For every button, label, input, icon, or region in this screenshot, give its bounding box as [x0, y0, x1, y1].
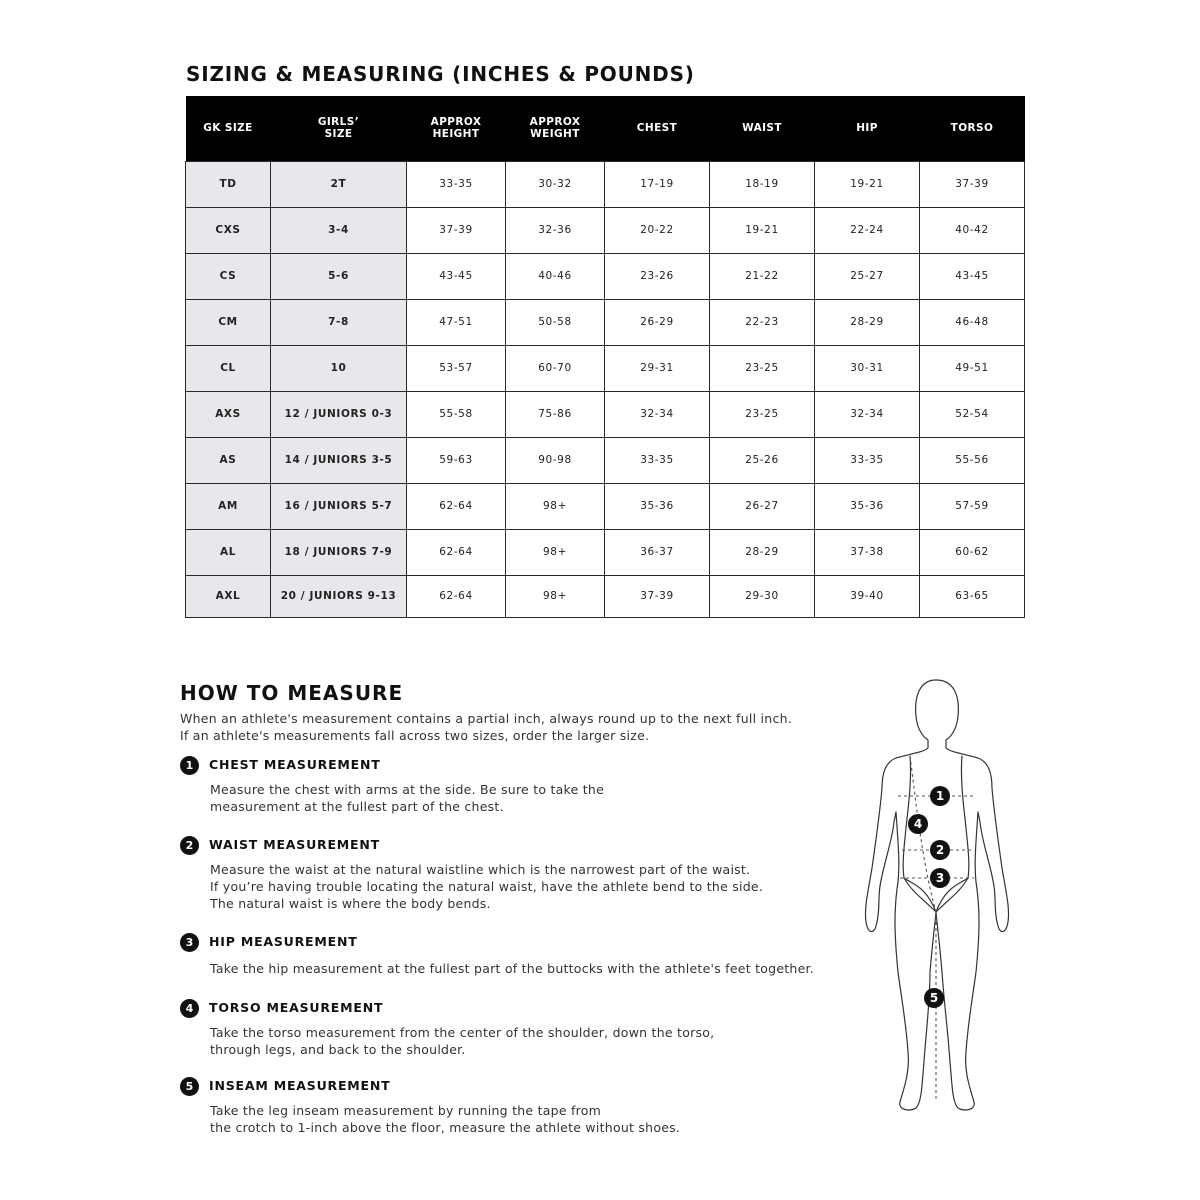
table-cell: 39-40 [815, 575, 920, 617]
table-cell: 62-64 [407, 575, 506, 617]
column-header: APPROX HEIGHT [407, 96, 506, 161]
table-cell: 37-38 [815, 529, 920, 575]
table-cell: 59-63 [407, 437, 506, 483]
table-cell: 98+ [506, 575, 605, 617]
table-cell: 22-23 [710, 299, 815, 345]
table-cell: AXS [186, 391, 271, 437]
table-cell: 37-39 [605, 575, 710, 617]
column-header: HIP [815, 96, 920, 161]
column-header: APPROX WEIGHT [506, 96, 605, 161]
size-chart-header [186, 96, 1025, 161]
table-cell: 19-21 [815, 161, 920, 207]
table-cell: AM [186, 483, 271, 529]
table-cell: 52-54 [920, 391, 1025, 437]
table-row [186, 391, 1025, 437]
table-cell: 98+ [506, 483, 605, 529]
table-cell: 37-39 [407, 207, 506, 253]
table-row [186, 483, 1025, 529]
marker-label: 5 [929, 991, 939, 1005]
table-cell: 43-45 [407, 253, 506, 299]
step-number-badge: 5 [180, 1077, 199, 1096]
table-cell: 28-29 [815, 299, 920, 345]
how-to-measure-title: HOW TO MEASURE [180, 681, 404, 705]
step-description [210, 960, 814, 977]
table-cell: 23-25 [710, 391, 815, 437]
table-cell: 55-58 [407, 391, 506, 437]
table-cell: 62-64 [407, 529, 506, 575]
table-cell: CXS [186, 207, 271, 253]
table-cell: 14 / JUNIORS 3-5 [271, 437, 407, 483]
table-row [186, 161, 1025, 207]
desc-line: Take the hip measurement at the fullest part of the buttocks with the athlete's feet together. [210, 961, 814, 976]
table-cell: 2T [271, 161, 407, 207]
step-description [210, 1102, 680, 1136]
table-cell: 32-34 [605, 391, 710, 437]
marker-torso [908, 814, 928, 834]
step-title: HIP MEASUREMENT [209, 934, 358, 949]
table-cell: 62-64 [407, 483, 506, 529]
desc-line: measurement at the fullest part of the chest. [210, 799, 504, 814]
step-number-badge: 1 [180, 756, 199, 775]
table-cell: 53-57 [407, 345, 506, 391]
table-cell: 63-65 [920, 575, 1025, 617]
table-row [186, 299, 1025, 345]
table-cell: 18-19 [710, 161, 815, 207]
body-measurement-figure [850, 672, 1040, 1132]
table-cell: 40-42 [920, 207, 1025, 253]
table-cell: AXL [186, 575, 271, 617]
table-cell: 25-27 [815, 253, 920, 299]
desc-line: through legs, and back to the shoulder. [210, 1042, 466, 1057]
table-cell: TD [186, 161, 271, 207]
step-number-badge: 2 [180, 836, 199, 855]
marker-hip [930, 868, 950, 888]
step-description [210, 861, 763, 912]
step-title: TORSO MEASUREMENT [209, 1000, 384, 1015]
table-cell: 30-32 [506, 161, 605, 207]
sizing-title: SIZING & MEASURING (INCHES & POUNDS) [186, 62, 695, 86]
table-cell: 20-22 [605, 207, 710, 253]
column-header: GK SIZE [186, 96, 271, 161]
table-cell: 33-35 [407, 161, 506, 207]
step-title: INSEAM MEASUREMENT [209, 1078, 391, 1093]
table-cell: 33-35 [815, 437, 920, 483]
table-cell: 47-51 [407, 299, 506, 345]
table-cell: 10 [271, 345, 407, 391]
column-header: CHEST [605, 96, 710, 161]
table-cell: 36-37 [605, 529, 710, 575]
table-cell: 26-27 [710, 483, 815, 529]
table-cell: 57-59 [920, 483, 1025, 529]
how-to-intro [180, 710, 792, 744]
intro-line: If an athlete's measurements fall across two sizes, order the larger size. [180, 728, 650, 743]
table-cell: 43-45 [920, 253, 1025, 299]
table-cell: 35-36 [605, 483, 710, 529]
table-cell: 25-26 [710, 437, 815, 483]
table-cell: 37-39 [920, 161, 1025, 207]
table-cell: 23-26 [605, 253, 710, 299]
table-cell: 30-31 [815, 345, 920, 391]
step-title: CHEST MEASUREMENT [209, 757, 381, 772]
table-cell: 18 / JUNIORS 7-9 [271, 529, 407, 575]
table-cell: AL [186, 529, 271, 575]
table-row [186, 575, 1025, 617]
table-cell: 55-56 [920, 437, 1025, 483]
desc-line: Measure the chest with arms at the side. Be sure to take the [210, 782, 605, 797]
table-cell: 46-48 [920, 299, 1025, 345]
step-title: WAIST MEASUREMENT [209, 837, 380, 852]
step-number-badge: 3 [180, 933, 199, 952]
table-cell: CL [186, 345, 271, 391]
marker-inseam [924, 988, 944, 1008]
marker-label: 2 [935, 843, 945, 857]
table-cell: 23-25 [710, 345, 815, 391]
marker-chest [930, 786, 950, 806]
table-cell: 16 / JUNIORS 5-7 [271, 483, 407, 529]
table-cell: 29-30 [710, 575, 815, 617]
table-cell: 28-29 [710, 529, 815, 575]
table-cell: 19-21 [710, 207, 815, 253]
table-row [186, 253, 1025, 299]
table-cell: 90-98 [506, 437, 605, 483]
step-description [210, 1024, 714, 1058]
marker-waist [930, 840, 950, 860]
step-description [210, 781, 604, 815]
table-cell: 29-31 [605, 345, 710, 391]
size-chart-table [185, 96, 1025, 618]
marker-label: 4 [913, 817, 923, 831]
table-cell: 60-70 [506, 345, 605, 391]
table-row [186, 529, 1025, 575]
table-cell: 49-51 [920, 345, 1025, 391]
table-cell: 5-6 [271, 253, 407, 299]
column-header: GIRLS’ SIZE [271, 96, 407, 161]
desc-line: The natural waist is where the body bends. [210, 896, 491, 911]
table-row [186, 345, 1025, 391]
column-header: WAIST [710, 96, 815, 161]
step-number-badge: 4 [180, 999, 199, 1018]
desc-line: If you’re having trouble locating the natural waist, have the athlete bend to the side. [210, 879, 764, 894]
table-cell: 60-62 [920, 529, 1025, 575]
marker-label: 3 [935, 871, 945, 885]
table-cell: 7-8 [271, 299, 407, 345]
table-cell: 35-36 [815, 483, 920, 529]
table-cell: 3-4 [271, 207, 407, 253]
desc-line: Measure the waist at the natural waistline which is the narrowest part of the waist. [210, 862, 751, 877]
desc-line: Take the torso measurement from the center of the shoulder, down the torso, [210, 1025, 715, 1040]
table-row [186, 207, 1025, 253]
marker-label: 1 [935, 789, 945, 803]
desc-line: the crotch to 1-inch above the floor, measure the athlete without shoes. [210, 1120, 681, 1135]
table-cell: 21-22 [710, 253, 815, 299]
table-cell: 33-35 [605, 437, 710, 483]
table-cell: 50-58 [506, 299, 605, 345]
size-chart-body [186, 161, 1025, 617]
column-header: TORSO [920, 96, 1025, 161]
table-cell: CS [186, 253, 271, 299]
table-cell: 20 / JUNIORS 9-13 [271, 575, 407, 617]
table-cell: 12 / JUNIORS 0-3 [271, 391, 407, 437]
table-cell: 22-24 [815, 207, 920, 253]
intro-line: When an athlete's measurement contains a partial inch, always round up to the next full inch. [180, 711, 792, 726]
table-cell: 40-46 [506, 253, 605, 299]
table-cell: 17-19 [605, 161, 710, 207]
body-outline [865, 680, 1008, 1110]
table-cell: 32-36 [506, 207, 605, 253]
desc-line: Take the leg inseam measurement by running the tape from [210, 1103, 602, 1118]
table-cell: 26-29 [605, 299, 710, 345]
table-cell: 75-86 [506, 391, 605, 437]
table-cell: CM [186, 299, 271, 345]
table-row [186, 437, 1025, 483]
table-cell: AS [186, 437, 271, 483]
table-cell: 32-34 [815, 391, 920, 437]
table-cell: 98+ [506, 529, 605, 575]
